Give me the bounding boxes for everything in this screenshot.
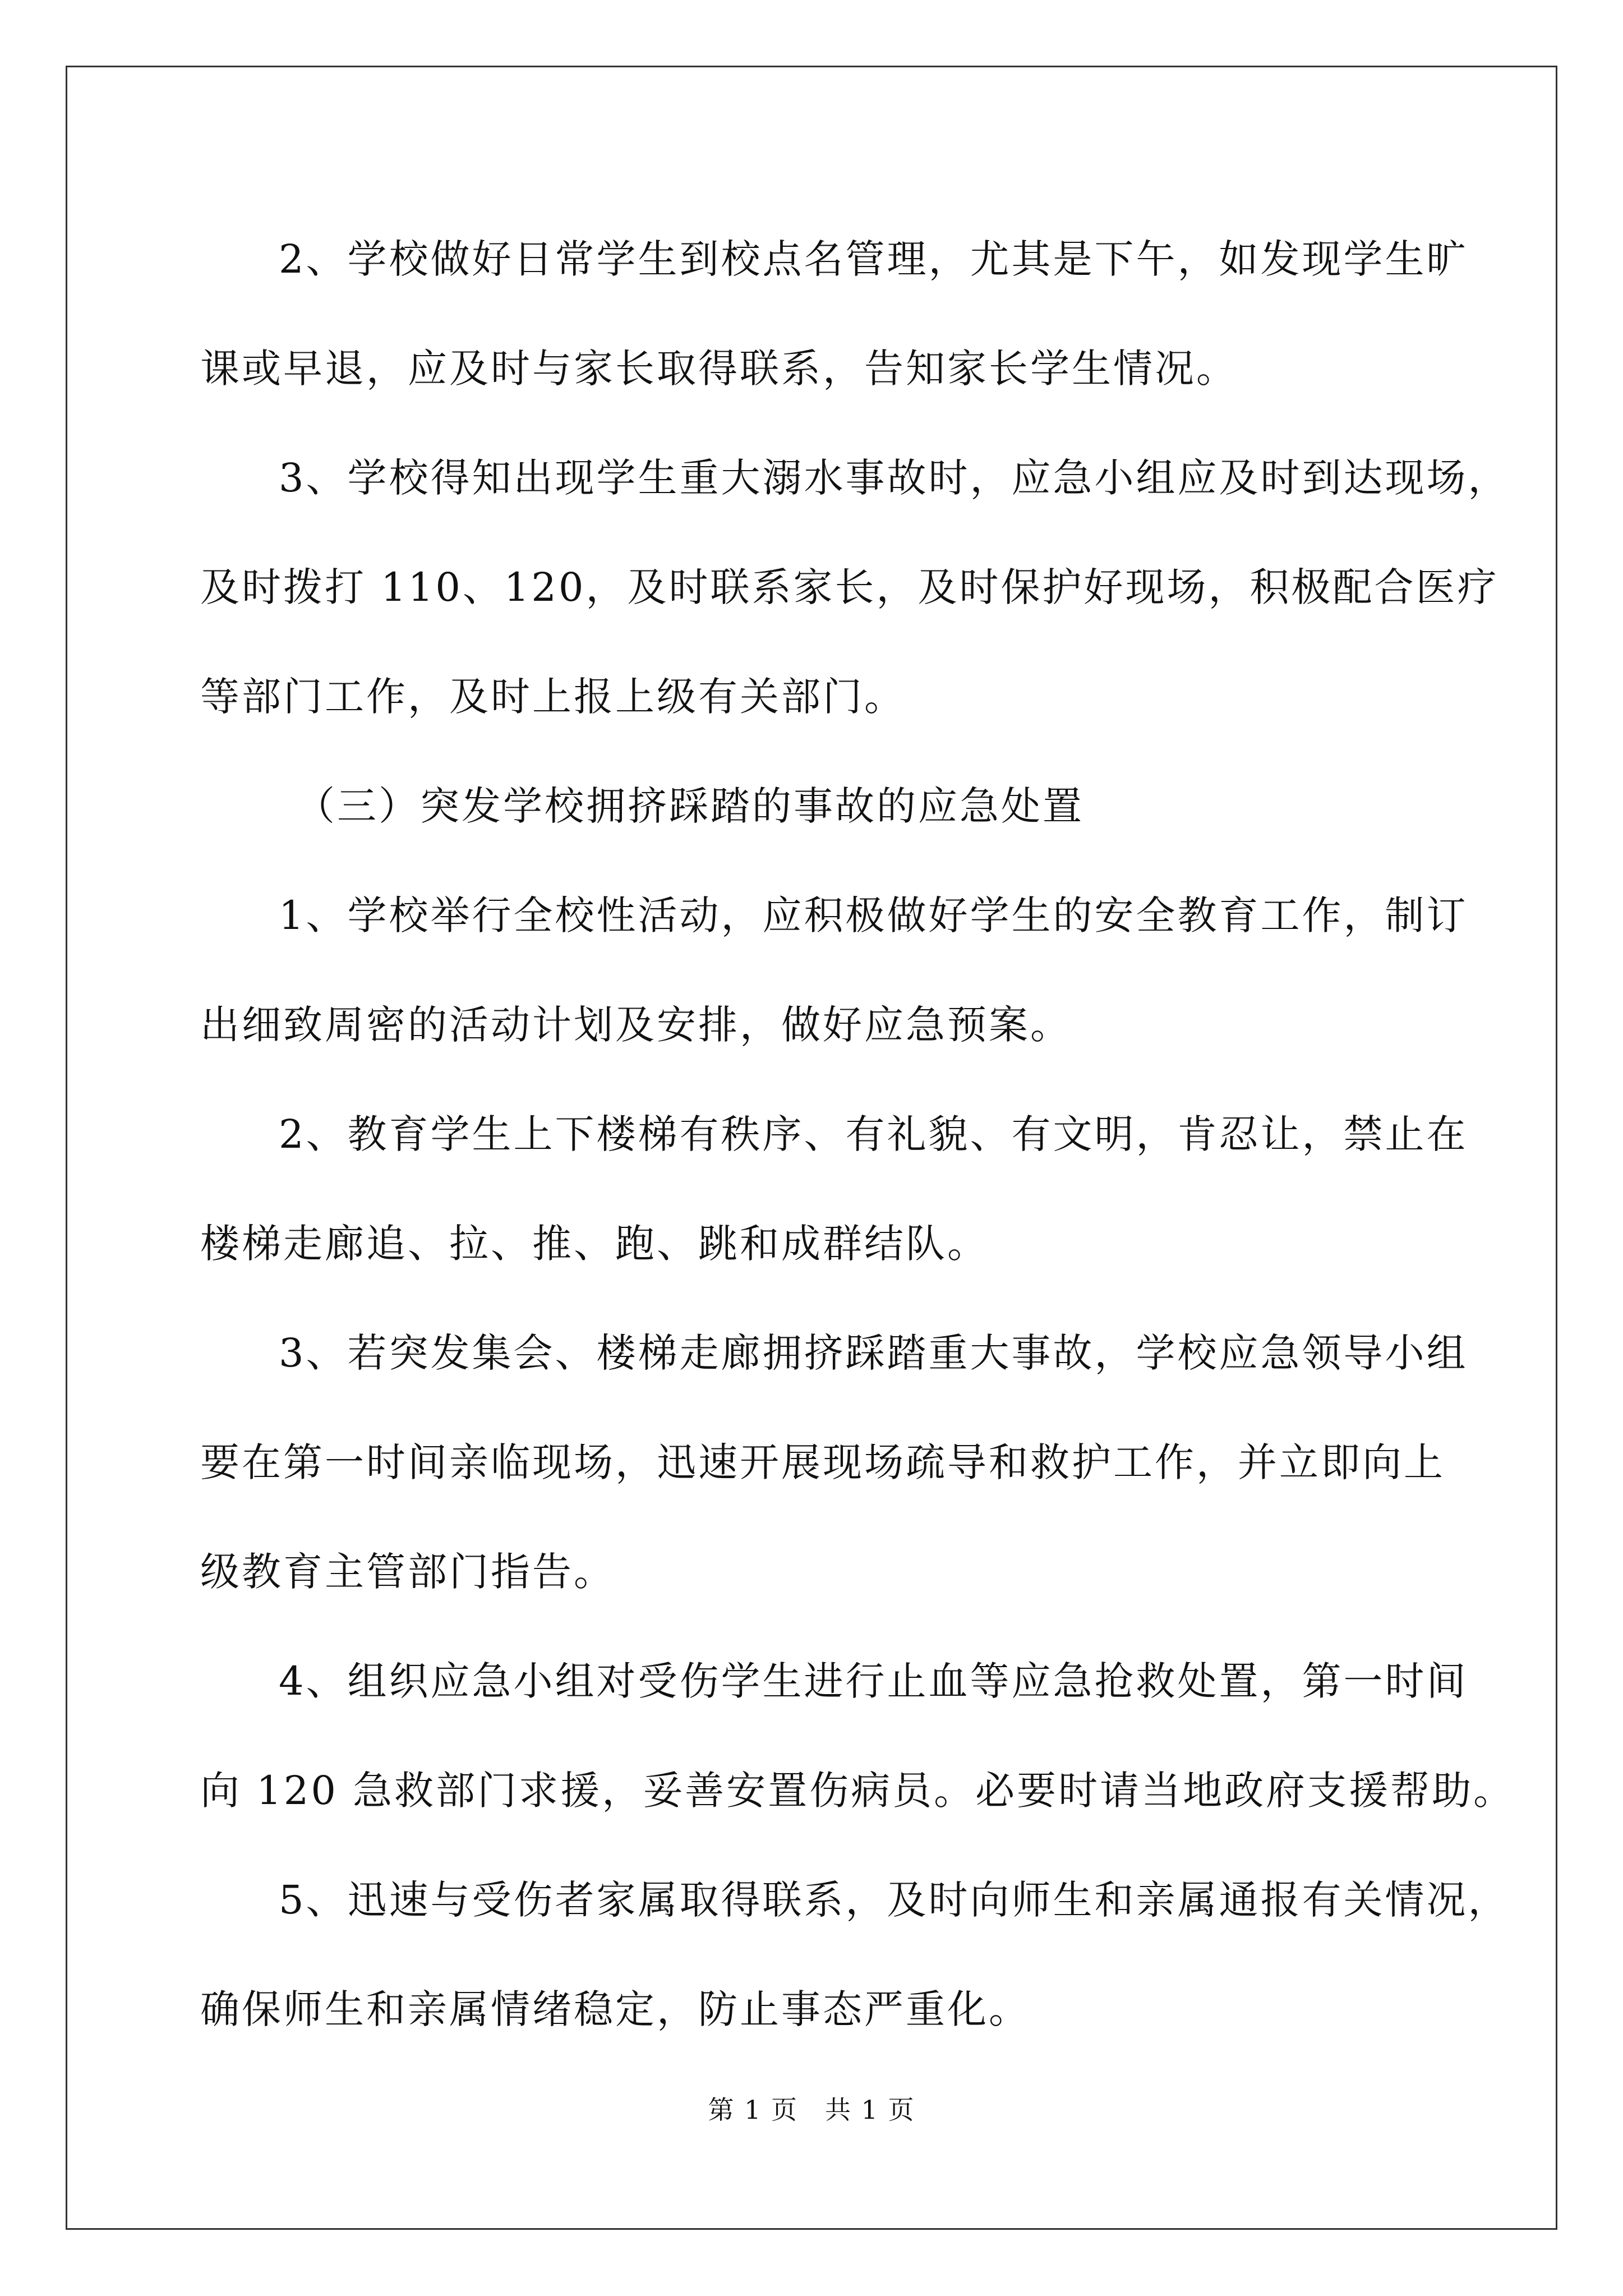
text-line: 要在第一时间亲临现场，迅速开展现场疏导和救护工作，并立即向上 — [200, 1439, 1445, 1485]
text-line: 级教育主管部门指告。 — [200, 1549, 615, 1595]
text-line: 4、组织应急小组对受伤学生进行止血等应急抢救处置，第一时间 — [279, 1658, 1468, 1704]
paragraph — [200, 1627, 1515, 1846]
text-line: 向 120 急救部门求援，妥善安置伤病员。必要时请当地政府支援帮助。 — [200, 1768, 1515, 1814]
text-line: 楼梯走廊追、拉、推、跑、跳和成群结队。 — [200, 1221, 989, 1267]
text-line: 等部门工作，及时上报上级有关部门。 — [200, 674, 906, 720]
document-body — [200, 205, 1515, 2064]
text-line: 确保师生和亲属情绪稳定，防止事态严重化。 — [200, 1986, 1030, 2032]
text-line: 5、迅速与受伤者家属取得联系，及时向师生和亲属通报有关情况， — [279, 1877, 1510, 1923]
text-line: 课或早退，应及时与家长取得联系，告知家长学生情况。 — [200, 346, 1238, 392]
paragraph — [200, 1846, 1510, 2064]
paragraph — [200, 205, 1468, 424]
paragraph — [200, 861, 1468, 1080]
text-line: 2、教育学生上下楼梯有秩序、有礼貌、有文明，肯忍让，禁止在 — [279, 1111, 1468, 1157]
heading-line: （三）突发学校拥挤踩踏的事故的应急处置 — [296, 783, 1084, 829]
page-number-footer: 第 1 页 共 1 页 — [708, 2095, 915, 2125]
text-line: 1、学校举行全校性活动，应积极做好学生的安全教育工作，制订 — [279, 892, 1468, 938]
text-line: 及时拨打 110、120，及时联系家长，及时保护好现场，积极配合医疗 — [200, 564, 1499, 610]
paragraph — [200, 1080, 1468, 1299]
text-line: 3、学校得知出现学生重大溺水事故时，应急小组应及时到达现场， — [279, 455, 1510, 501]
section-heading — [200, 752, 1445, 861]
text-line: 3、若突发集会、楼梯走廊拥挤踩踏重大事故，学校应急领导小组 — [279, 1330, 1468, 1376]
paragraph — [200, 424, 1510, 752]
paragraph — [200, 1299, 1468, 1627]
text-line: 出细致周密的活动计划及安排，做好应急预案。 — [200, 1002, 1072, 1048]
text-line: 2、学校做好日常学生到校点名管理，尤其是下午，如发现学生旷 — [279, 236, 1468, 282]
